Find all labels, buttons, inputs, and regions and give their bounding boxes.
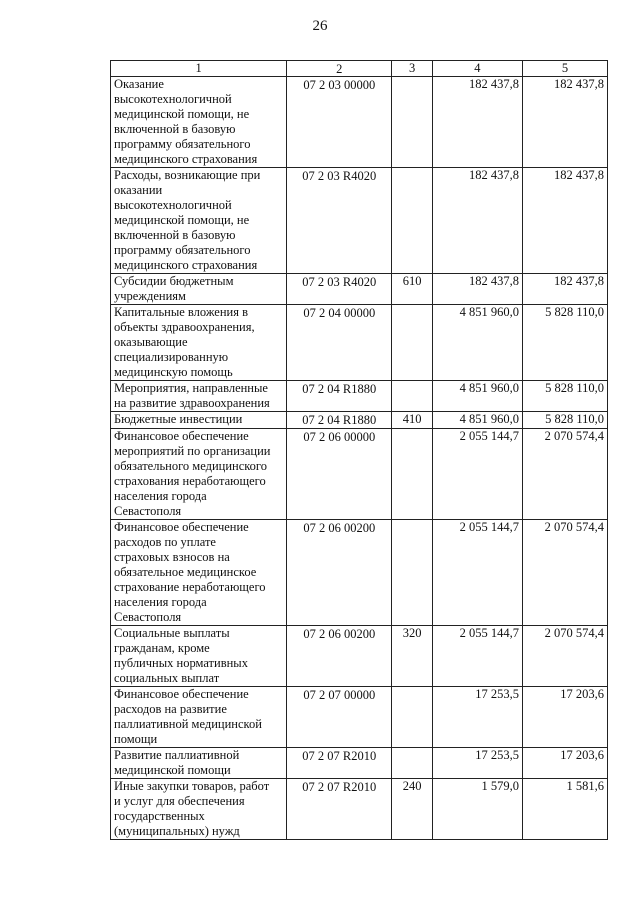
description-cell: Финансовое обеспечение расходов по уплате страховых взносов на обязательное медицинское страхование неработающего населения города Севастополя [111, 520, 287, 626]
table-row [111, 305, 608, 381]
amount-cell: 2 055 144,7 [432, 520, 522, 626]
amount-cell: 2 055 144,7 [432, 429, 522, 520]
expense-type-cell [392, 381, 432, 412]
expense-type-cell [392, 429, 432, 520]
amount-cell: 4 851 960,0 [432, 412, 522, 429]
description-cell: Расходы, возникающие при оказании высокотехнологичной медицинской помощи, не включенной в базовую программу обязательного медицинского страхования [111, 168, 287, 274]
code-cell: 07 2 04 00000 [287, 305, 392, 381]
table-row [111, 168, 608, 274]
description-cell: Иные закупки товаров, работ и услуг для обеспечения государственных (муниципальных) нужд [111, 779, 287, 840]
description-cell: Финансовое обеспечение расходов на развитие паллиативной медицинской помощи [111, 687, 287, 748]
header-cell: 2 [287, 61, 392, 77]
description-cell: Социальные выплаты гражданам, кроме публичных нормативных социальных выплат [111, 626, 287, 687]
amount-cell: 17 203,6 [522, 748, 607, 779]
table-row [111, 779, 608, 840]
description-cell: Субсидии бюджетным учреждениям [111, 274, 287, 305]
budget-table [110, 60, 608, 840]
description-cell: Финансовое обеспечение мероприятий по организации обязательного медицинского страхования неработающего населения города Севастополя [111, 429, 287, 520]
amount-cell: 4 851 960,0 [432, 381, 522, 412]
code-cell: 07 2 03 00000 [287, 77, 392, 168]
amount-cell: 5 828 110,0 [522, 305, 607, 381]
amount-cell: 182 437,8 [432, 274, 522, 305]
table-row [111, 520, 608, 626]
amount-cell: 5 828 110,0 [522, 381, 607, 412]
amount-cell: 17 253,5 [432, 748, 522, 779]
amount-cell: 182 437,8 [522, 168, 607, 274]
expense-type-cell [392, 520, 432, 626]
expense-type-cell: 410 [392, 412, 432, 429]
code-cell: 07 2 04 R1880 [287, 381, 392, 412]
expense-type-cell: 240 [392, 779, 432, 840]
expense-type-cell [392, 77, 432, 168]
amount-cell: 182 437,8 [432, 77, 522, 168]
header-cell: 3 [392, 61, 432, 77]
table-row [111, 77, 608, 168]
table-row [111, 748, 608, 779]
code-cell: 07 2 06 00200 [287, 520, 392, 626]
description-cell: Бюджетные инвестиции [111, 412, 287, 429]
expense-type-cell [392, 305, 432, 381]
code-cell: 07 2 07 R2010 [287, 779, 392, 840]
amount-cell: 182 437,8 [522, 274, 607, 305]
amount-cell: 2 055 144,7 [432, 626, 522, 687]
table-row [111, 687, 608, 748]
amount-cell: 182 437,8 [522, 77, 607, 168]
description-cell: Оказание высокотехнологичной медицинской помощи, не включенной в базовую программу обязательного медицинского страхования [111, 77, 287, 168]
expense-type-cell [392, 748, 432, 779]
header-cell: 1 [111, 61, 287, 77]
amount-cell: 1 581,6 [522, 779, 607, 840]
table-row [111, 381, 608, 412]
page-number: 26 [312, 18, 328, 34]
code-cell: 07 2 04 R1880 [287, 412, 392, 429]
amount-cell: 2 070 574,4 [522, 520, 607, 626]
amount-cell: 17 203,6 [522, 687, 607, 748]
header-cell: 4 [432, 61, 522, 77]
expense-type-cell [392, 687, 432, 748]
description-cell: Мероприятия, направленные на развитие здравоохранения [111, 381, 287, 412]
amount-cell: 17 253,5 [432, 687, 522, 748]
code-cell: 07 2 06 00200 [287, 626, 392, 687]
code-cell: 07 2 07 00000 [287, 687, 392, 748]
amount-cell: 2 070 574,4 [522, 429, 607, 520]
amount-cell: 2 070 574,4 [522, 626, 607, 687]
amount-cell: 4 851 960,0 [432, 305, 522, 381]
table-row [111, 274, 608, 305]
code-cell: 07 2 03 R4020 [287, 274, 392, 305]
table-row [111, 626, 608, 687]
expense-type-cell: 320 [392, 626, 432, 687]
code-cell: 07 2 06 00000 [287, 429, 392, 520]
expense-type-cell: 610 [392, 274, 432, 305]
description-cell: Развитие паллиативной медицинской помощи [111, 748, 287, 779]
header-cell: 5 [522, 61, 607, 77]
table-header-row [111, 61, 608, 77]
amount-cell: 1 579,0 [432, 779, 522, 840]
amount-cell: 5 828 110,0 [522, 412, 607, 429]
code-cell: 07 2 03 R4020 [287, 168, 392, 274]
table-row [111, 429, 608, 520]
expense-type-cell [392, 168, 432, 274]
description-cell: Капитальные вложения в объекты здравоохранения, оказывающие специализированную медицинскую помощь [111, 305, 287, 381]
amount-cell: 182 437,8 [432, 168, 522, 274]
code-cell: 07 2 07 R2010 [287, 748, 392, 779]
table-row [111, 412, 608, 429]
